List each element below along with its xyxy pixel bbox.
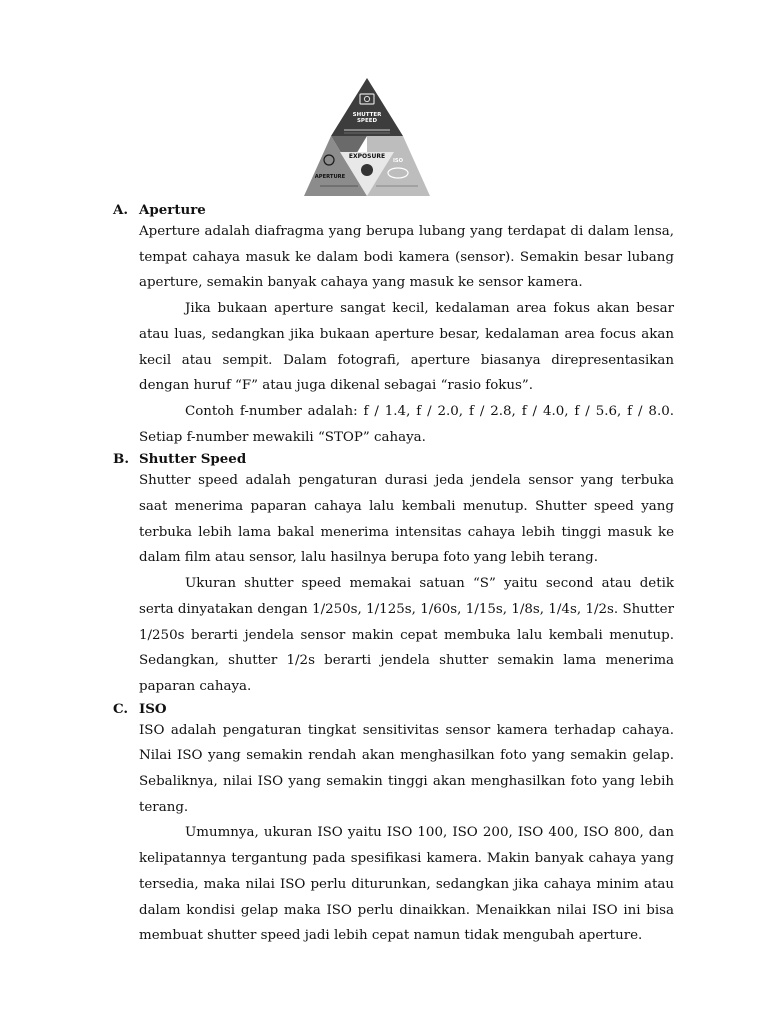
section-heading-aperture (113, 201, 674, 219)
figure-label-shutter-1: SHUTTER (352, 112, 382, 118)
section-heading-iso (113, 700, 674, 718)
paragraph: ISO adalah pengaturan tingkat sensitivitas sensor kamera terhadap cahaya. Nilai ISO yang semakin rendah akan menghasilkan foto yang semakin gelap. Sebaliknya, nilai ISO yang semakin tinggi akan menghasilkan foto yang lebih terang. (139, 722, 674, 815)
figure-label-exposure: EXPOSURE (348, 153, 386, 160)
paragraph: Aperture adalah diafragma yang berupa lubang yang terdapat di dalam lensa, tempat cahaya masuk ke dalam bodi kamera (sensor). Semakin besar lubang aperture, semakin banyak cahaya yang masuk ke sensor kamera. (139, 224, 674, 291)
paragraph: Contoh f-number adalah: f / 1.4, f / 2.0, f / 2.8, f / 4.0, f / 5.6, f / 8.0. Setiap f-number mewakili “STOP” cahaya. (139, 403, 674, 445)
document-body (113, 201, 674, 949)
figure-label-iso: ISO (392, 158, 404, 164)
paragraph: Shutter speed adalah pengaturan durasi jeda jendela sensor yang terbuka saat menerima paparan cahaya lalu kembali menutup. Shutter speed yang terbuka lebih lama bakal menerima intensitas cahaya lebih tinggi masuk ke dalam film atau sensor, lalu hasilnya berupa foto yang lebih terang. (139, 473, 674, 566)
section-letter: B. (113, 451, 129, 468)
figure-label-shutter-2: SPEED (356, 118, 378, 124)
section-letter: A. (113, 202, 129, 218)
section-body-aperture (113, 219, 674, 450)
figure-label-aperture: APERTURE (314, 174, 346, 180)
section-title: ISO (139, 700, 167, 717)
paragraph: Umumnya, ukuran ISO yaitu ISO 100, ISO 200, ISO 400, ISO 800, dan kelipatannya tergantung pada spesifikasi kamera. Makin banyak cahaya yang tersedia, maka nilai ISO perlu diturunkan, sedangkan jika cahaya minim atau dalam kondisi gelap maka ISO perlu dinaikkan. Menaikkan nilai ISO ini bisa membuat shutter speed jadi lebih cepat namun tidak mengubah aperture. (139, 825, 674, 944)
section-title: Shutter Speed (139, 451, 247, 468)
paragraph: Jika bukaan aperture sangat kecil, kedalaman area fokus akan besar atau luas, sedangkan jika bukaan aperture besar, kedalaman area focus akan kecil atau sempit. Dalam fotografi, aperture biasanya direpresentasikan dengan huruf “F” atau juga dikenal sebagai “rasio fokus”. (139, 301, 674, 394)
section-heading-shutter-speed (113, 450, 674, 468)
section-body-shutter-speed (113, 468, 674, 699)
paragraph: Ukuran shutter speed memakai satuan “S” yaitu second atau detik serta dinyatakan dengan 1/250s, 1/125s, 1/60s, 1/15s, 1/8s, 1/4s, 1/2s. Shutter 1/250s berarti jendela sensor makin cepat membuka lalu kembali menutup. Sedangkan, shutter 1/2s berarti jendela shutter semakin lama menerima paparan cahaya. (139, 576, 674, 694)
section-letter: C. (113, 700, 129, 717)
exposure-triangle-figure (300, 74, 434, 196)
section-body-iso (113, 718, 674, 949)
section-title: Aperture (139, 202, 206, 218)
